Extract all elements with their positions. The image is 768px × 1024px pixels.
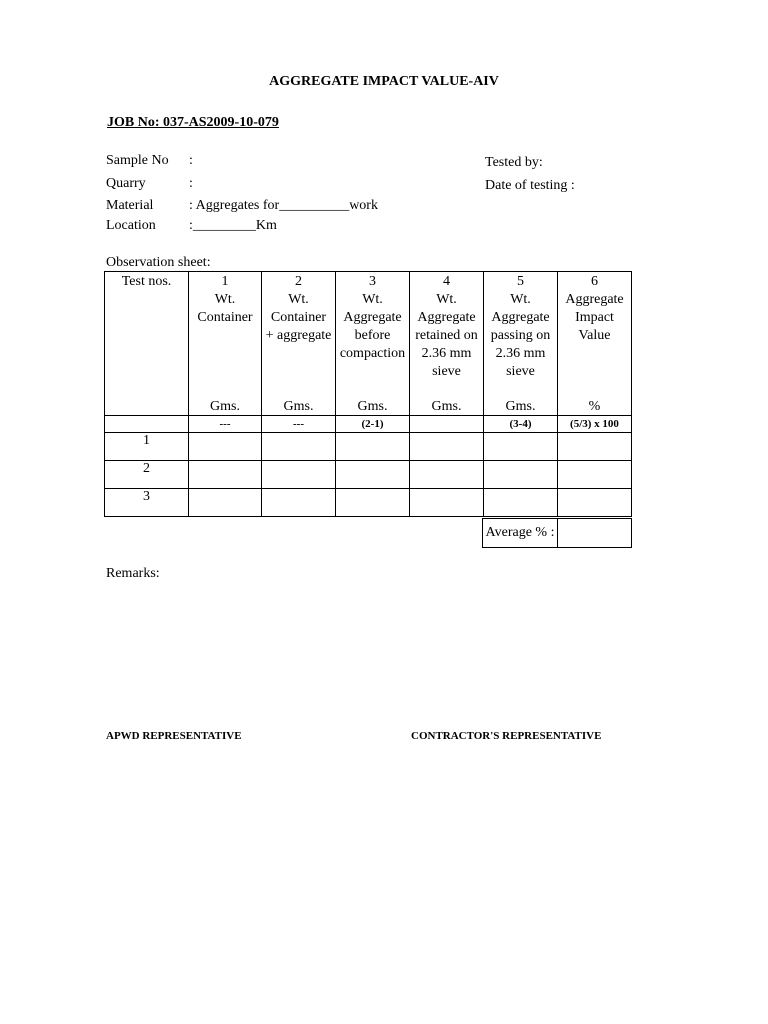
formula-cell: [105, 416, 189, 433]
test-number: 3: [105, 489, 189, 517]
job-number: JOB No: 037-AS2009-10-079: [107, 115, 279, 130]
header-wt-aggregate-passing: [484, 272, 558, 416]
header-label: 4 Wt. Aggregate retained on 2.36 mm sieve: [415, 274, 478, 379]
quarry-label: Quarry: [106, 176, 146, 191]
header-unit: Gms.: [505, 399, 536, 414]
formula-cell: ---: [189, 416, 262, 433]
data-cell: [189, 433, 262, 461]
formula-cell: ---: [262, 416, 336, 433]
data-cell: [558, 433, 632, 461]
header-wt-container-aggregate: [262, 272, 336, 416]
formula-cell: (5/3) x 100: [558, 416, 632, 433]
material-value: : Aggregates for__________work: [189, 198, 378, 213]
observation-table: [104, 271, 632, 517]
data-cell: [410, 461, 484, 489]
test-number: 2: [105, 461, 189, 489]
sample-no-value: :: [189, 153, 193, 168]
data-cell: [410, 489, 484, 517]
apwd-representative-signature: APWD REPRESENTATIVE: [106, 730, 242, 742]
header-label: 5 Wt. Aggregate passing on 2.36 mm sieve: [490, 274, 551, 379]
test-number: 1: [105, 433, 189, 461]
location-value: :_________Km: [189, 218, 277, 233]
header-label: 1 Wt. Container: [197, 274, 253, 325]
quarry-value: :: [189, 176, 193, 191]
header-label: 6 Aggregate Impact Value: [565, 274, 624, 343]
location-label: Location: [106, 218, 156, 233]
data-cell: [262, 489, 336, 517]
data-cell: [189, 489, 262, 517]
data-cell: [558, 489, 632, 517]
contractor-representative-signature: CONTRACTOR'S REPRESENTATIVE: [411, 730, 602, 742]
header-wt-container: [189, 272, 262, 416]
observation-sheet-label: Observation sheet:: [106, 255, 211, 270]
data-cell: [484, 489, 558, 517]
data-cell: [336, 461, 410, 489]
formula-cell: [410, 416, 484, 433]
header-label: 2 Wt. Container + aggregate: [265, 274, 332, 343]
table-header-row: [105, 272, 632, 416]
data-cell: [484, 433, 558, 461]
formula-cell: (3-4): [484, 416, 558, 433]
header-unit: %: [588, 399, 601, 414]
formula-row: [105, 416, 632, 433]
data-cell: [262, 461, 336, 489]
average-label: Average % :: [483, 519, 558, 548]
header-test-nos: [105, 272, 189, 416]
table-row: [105, 433, 632, 461]
header-unit: Gms.: [210, 399, 240, 414]
data-cell: [189, 461, 262, 489]
data-cell: [410, 433, 484, 461]
header-label: 3 Wt. Aggregate before compaction: [339, 274, 406, 361]
material-label: Material: [106, 198, 154, 213]
data-cell: [336, 433, 410, 461]
header-wt-aggregate-before-compaction: [336, 272, 410, 416]
header-label: Test nos.: [121, 274, 172, 289]
date-of-testing-label: Date of testing :: [485, 178, 575, 193]
remarks-label: Remarks:: [106, 566, 160, 581]
data-cell: [484, 461, 558, 489]
table-row: [105, 461, 632, 489]
data-cell: [262, 433, 336, 461]
tested-by-label: Tested by:: [485, 155, 543, 170]
header-aggregate-impact-value: [558, 272, 632, 416]
average-value-cell: [558, 519, 632, 548]
data-cell: [558, 461, 632, 489]
document-title: AGGREGATE IMPACT VALUE-AIV: [269, 74, 499, 89]
header-unit: Gms.: [357, 399, 388, 414]
header-unit: Gms.: [431, 399, 462, 414]
header-wt-aggregate-retained: [410, 272, 484, 416]
header-unit: Gms.: [283, 399, 314, 414]
sample-no-label: Sample No: [106, 153, 169, 168]
average-row: [482, 518, 632, 548]
formula-cell: (2-1): [336, 416, 410, 433]
data-cell: [336, 489, 410, 517]
table-row: [105, 489, 632, 517]
